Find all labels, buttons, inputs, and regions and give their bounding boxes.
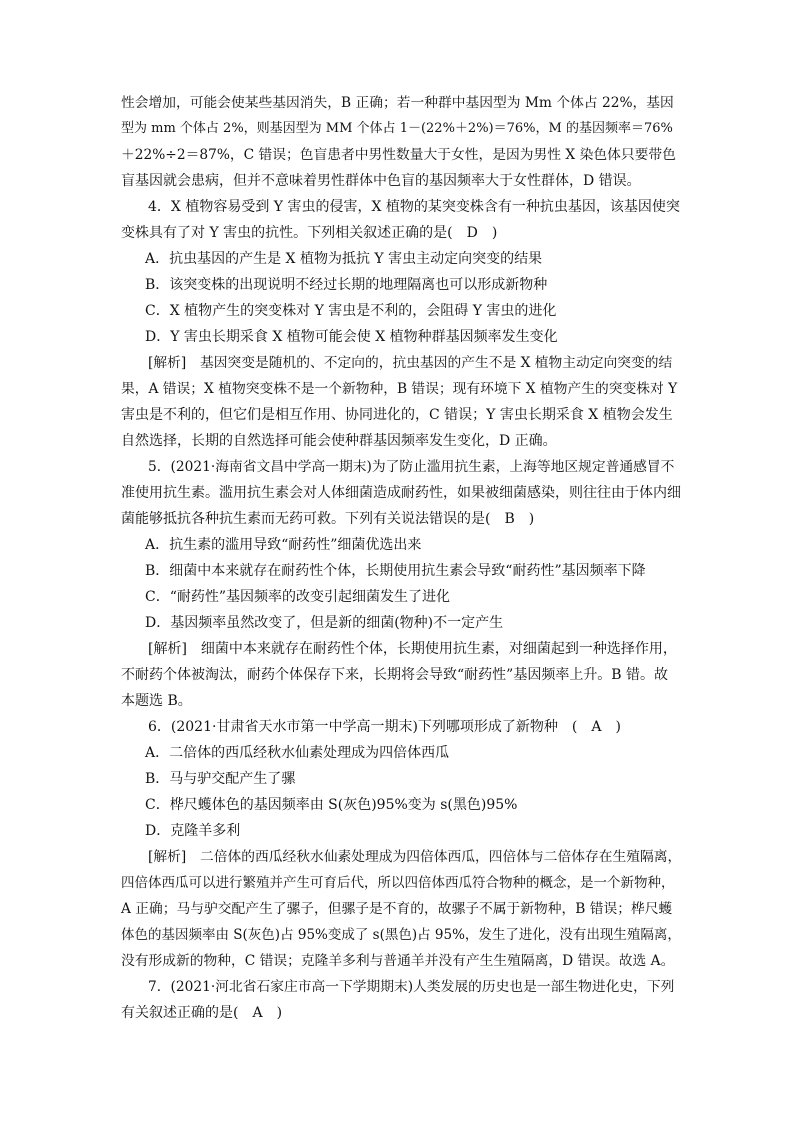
text-line: 本题选 B。: [121, 693, 192, 709]
text-line: A．抗生素的滥用导致“耐药性”细菌优选出来: [145, 537, 422, 553]
text-line: 果，A 错误；X 植物突变株不是一个新物种，B 错误；现有环境下 X 植物产生的突变株对 Y: [121, 381, 678, 397]
text-line: B．马与驴交配产生了骡: [145, 771, 296, 787]
text-line: C．“耐药性”基因频率的改变引起细菌发生了进化: [145, 589, 451, 605]
text-line: A 正确；马与驴交配产生了骡子，但骡子是不育的，故骡子不属于新物种，B 错误；桦尺蠖: [121, 901, 673, 917]
text-line: D．克隆羊多利: [145, 823, 241, 839]
text-line: [解析] 细菌中本来就存在耐药性个体，长期使用抗生素，对细菌起到一种选择作用，: [148, 641, 677, 657]
text-line: 体色的基因频率由 S(灰色)占 95%变成了 s(黑色)占 95%，发生了进化，没有出现生殖隔离，: [121, 927, 681, 943]
text-line: C．X 植物产生的突变株对 Y 害虫是不利的，会阻碍 Y 害虫的进化: [145, 303, 557, 319]
text-line: 害虫是不利的，但它们是相互作用、协同进化的，C 错误；Y 害虫长期采食 X 植物会发生: [121, 407, 673, 423]
text-line: 型为 mm 个体占 2%，则基因型为 MM 个体占 1－(22%＋2%)＝76%，M 的基因频率＝76%: [121, 121, 673, 136]
text-line: 7．(2021·河北省石家庄市高一下学期期末)人类发展的历史也是一部生物进化史，下列: [148, 979, 675, 995]
text-line: 没有形成新的物种，C 错误；克隆羊多利与普通羊并没有产生生殖隔离，D 错误。故选 A。: [121, 953, 675, 969]
text-line: 变株具有了对 Y 害虫的抗性。下列相关叙述正确的是( D ): [121, 225, 498, 241]
text-line: D．Y 害虫长期采食 X 植物可能会使 X 植物种群基因频率发生变化: [145, 329, 558, 345]
text-line: 不耐药个体被淘汰，耐药个体保存下来，长期将会导致“耐药性”基因频率上升。B 错。故: [121, 667, 669, 683]
text-line: 菌能够抵抗各种抗生素而无药可救。下列有关说法错误的是( B ): [121, 511, 535, 527]
text-line: [解析] 基因突变是随机的、不定向的，抗虫基因的产生不是 X 植物主动定向突变的结: [148, 355, 673, 371]
text-line: 6．(2021·甘肃省天水市第一中学高一期末)下列哪项形成了新物种 ( A ): [148, 719, 621, 735]
text-line: 性会增加，可能会使某些基因消失，B 正确；若一种群中基因型为 Mm 个体占 22%，基因: [121, 95, 674, 111]
text-line: A．二倍体的西瓜经秋水仙素处理成为四倍体西瓜: [145, 745, 450, 761]
text-line: B．该突变株的出现说明不经过长期的地理隔离也可以形成新物种: [145, 277, 548, 293]
text-line: 四倍体西瓜可以进行繁殖并产生可育后代，所以四倍体西瓜符合物种的概念，是一个新物种，: [121, 875, 675, 891]
text-line: 4．X 植物容易受到 Y 害虫的侵害，X 植物的某突变株含有一种抗虫基因，该基因使突: [148, 199, 680, 215]
text-line: 有关叙述正确的是( A ): [121, 1005, 283, 1021]
text-line: ＋22%÷2＝87%，C 错误；色盲患者中男性数量大于女性，是因为男性 X 染色体只要带色: [121, 147, 676, 163]
text-line: 自然选择，长期的自然选择可能会使种群基因频率发生变化，D 正确。: [121, 433, 557, 449]
document-body: [121, 90, 682, 1026]
text-line: C．桦尺蠖体色的基因频率由 S(灰色)95%变为 s(黑色)95%: [145, 797, 518, 813]
text-line: A．抗虫基因的产生是 X 植物为抵抗 Y 害虫主动定向突变的结果: [145, 251, 543, 267]
text-line: D．基因频率虽然改变了，但是新的细菌(物种)不一定产生: [145, 615, 504, 631]
text-line: B．细菌中本来就存在耐药性个体，长期使用抗生素会导致“耐药性”基因频率下降: [145, 563, 646, 579]
text-line: [解析] 二倍体的西瓜经秋水仙素处理成为四倍体西瓜，四倍体与二倍体存在生殖隔离，: [148, 849, 682, 865]
text-line: 准使用抗生素。滥用抗生素会对人体细菌造成耐药性，如果被细菌感染，则往往由于体内细: [121, 485, 681, 501]
text-line: 盲基因就会患病，但并不意味着男性群体中色盲的基因频率大于女性群体，D 错误。: [121, 173, 641, 189]
text-line: 5．(2021·海南省文昌中学高一期末)为了防止滥用抗生素，上海等地区规定普通感冒不: [148, 459, 675, 475]
